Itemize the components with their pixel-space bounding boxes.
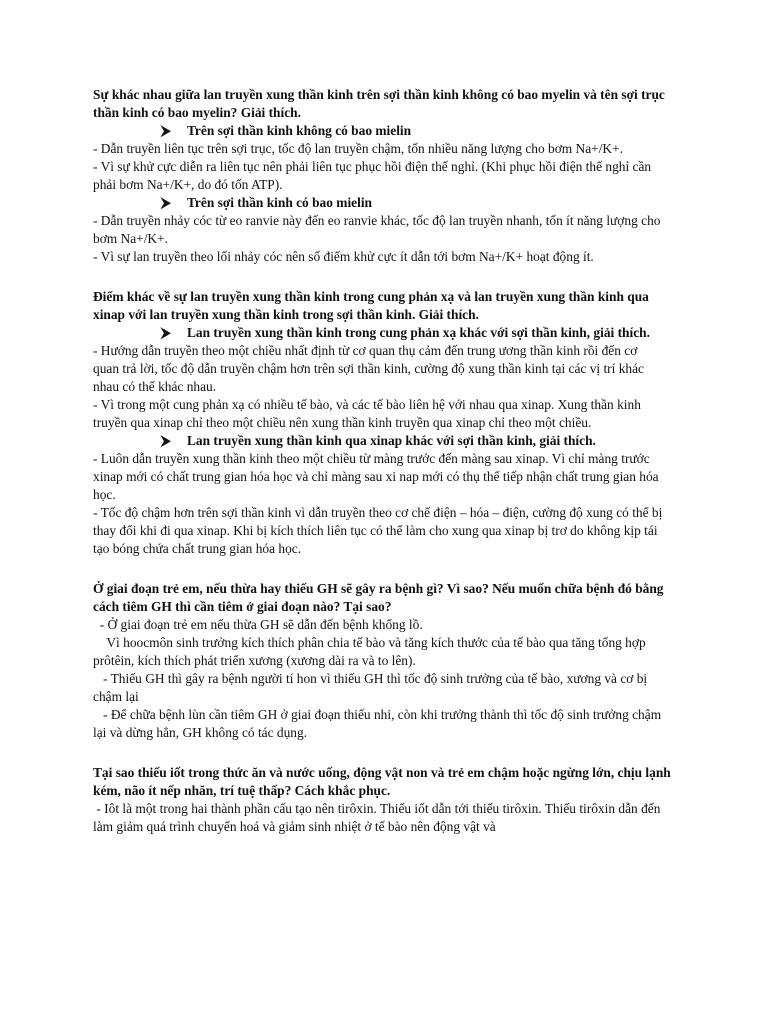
subheading-text: Trên sợi thần kinh không có bao mielin xyxy=(187,123,412,138)
paragraph: - Dẫn truyền nhảy cóc từ eo ranvie này đến eo ranvie khác, tốc độ lan truyền nhanh, tốn ít năng lượng cho bơm Na+/K+. xyxy=(93,213,661,246)
paragraph: - Dẫn truyền liên tục trên sợi trục, tốc độ lan truyền chậm, tốn nhiều năng lượng cho bơm Na+/K+. xyxy=(93,141,624,156)
subheading xyxy=(93,122,673,140)
question-heading: Ở giai đoạn trẻ em, nếu thừa hay thiếu GH sẽ gây ra bệnh gì? Vì sao? Nếu muốn chữa bệnh đó bằng cách tiêm GH thì cần tiêm ở giai đoạn nào? Tại sao? xyxy=(93,581,664,614)
subheading-text: Trên sợi thần kinh có bao mielin xyxy=(187,195,372,210)
paragraph: - Vì sự lan truyền theo lối nhảy cóc nên số điểm khử cực ít dẫn tới bơm Na+/K+ hoạt động ít. xyxy=(93,249,594,264)
paragraph: quan trả lời, tốc độ dẫn truyền chậm hơn trên sợi thần kinh, cường độ xung thần kinh tại các vị trí khác nhau có thể khác nhau. xyxy=(93,361,644,394)
arrow-bullet-icon: ⮞ xyxy=(161,123,171,138)
question-heading: Điểm khác về sự lan truyền xung thần kinh trong cung phản xạ và lan truyền xung thần kinh qua xinap với lan truyền xung thần kinh trong sợi thần kinh. Giải thích. xyxy=(93,289,649,322)
arrow-bullet-icon: ⮞ xyxy=(161,325,171,340)
question-heading: Sự khác nhau giữa lan truyền xung thần kinh trên sợi thần kinh không có bao myelin và tên sợi trục thần kinh có bao myelin? Giải thích. xyxy=(93,87,665,120)
subheading xyxy=(93,194,673,212)
paragraph: - Hướng dẫn truyền theo một chiều nhất định từ cơ quan thụ cảm đến trung ương thần kinh rồi đến cơ xyxy=(93,343,638,358)
paragraph: - Vì sự khử cực diễn ra liên tục nên phải liên tục phục hồi điện thế nghỉ. (Khi phục hồi điện thế nghỉ cần phải bơm Na+/K+, do đó tốn ATP). xyxy=(93,159,652,192)
paragraph: - Iôt là một trong hai thành phần cấu tạo nên tirôxin. Thiếu iốt dẫn tới thiếu tirôxin. Thiếu tirôxin dẫn đến làm giảm quá trình chuyển hoá và giảm sinh nhiệt ở tế bào nên động vật và xyxy=(93,801,664,834)
subheading xyxy=(93,432,673,450)
paragraph: - Vì trong một cung phản xạ có nhiều tế bào, và các tế bào liên hệ với nhau qua xinap. Xung thần kinh truyền qua xinap chỉ theo một chiều nên xung thần kinh truyền qua xinap chỉ theo một chiều. xyxy=(93,397,641,430)
section-iodine xyxy=(93,764,673,836)
paragraph: - Để chữa bệnh lùn cần tiêm GH ở giai đoạn thiếu nhi, còn khi trưởng thành thì tốc độ sinh trưởng chậm lại và dừng hẳn, GH không có tác dụng. xyxy=(93,707,665,740)
paragraph: - Tốc độ chậm hơn trên sợi thần kinh vì dẫn truyền theo cơ chế điện – hóa – điện, cường độ xung có thể bị thay đổi khi đi qua xinap. Khi bị kích thích liên tục có thể làm cho xung qua xinap bị trơ do không kịp tái tạo bóng chứa chất trung gian hóa học. xyxy=(93,505,663,556)
section-myelin xyxy=(93,86,673,266)
paragraph: Vì hoocmôn sinh trưởng kích thích phân chia tế bào và tăng kích thước của tế bào qua tăng tổng hợp prôtêin, kích thích phát triển xương (xương dài ra và to lên). xyxy=(93,635,650,668)
arrow-bullet-icon: ⮞ xyxy=(161,433,171,448)
subheading-text: Lan truyền xung thần kinh trong cung phản xạ khác với sợi thần kinh, giải thích. xyxy=(187,325,650,340)
paragraph: - Luôn dẫn truyền xung thần kinh theo một chiều từ màng trước đến màng sau xinap. Vì chỉ màng trước xinap mới có chất trung gian hóa học và chỉ màng sau xi nap mới có thụ thể tiếp nhận chất trung gian hóa học. xyxy=(93,451,659,502)
subheading xyxy=(93,324,673,342)
arrow-bullet-icon: ⮞ xyxy=(161,195,171,210)
question-heading: Tại sao thiếu iốt trong thức ăn và nước uống, động vật non và trẻ em chậm hoặc ngừng lớn, chịu lạnh kém, não ít nếp nhăn, trí tuệ thấp? Cách khắc phục. xyxy=(93,765,671,798)
document-body xyxy=(93,86,673,836)
paragraph: - Thiếu GH thì gây ra bệnh người tí hon vì thiếu GH thì tốc độ sinh trưởng của tế bào, xương và cơ bị chậm lại xyxy=(93,671,651,704)
section-reflex-synapse xyxy=(93,288,673,558)
subheading-text: Lan truyền xung thần kinh qua xinap khác với sợi thần kinh, giải thích. xyxy=(187,433,596,448)
paragraph: - Ở giai đoạn trẻ em nếu thừa GH sẽ dẫn đến bệnh khổng lồ. xyxy=(93,617,423,632)
section-growth-hormone xyxy=(93,580,673,742)
